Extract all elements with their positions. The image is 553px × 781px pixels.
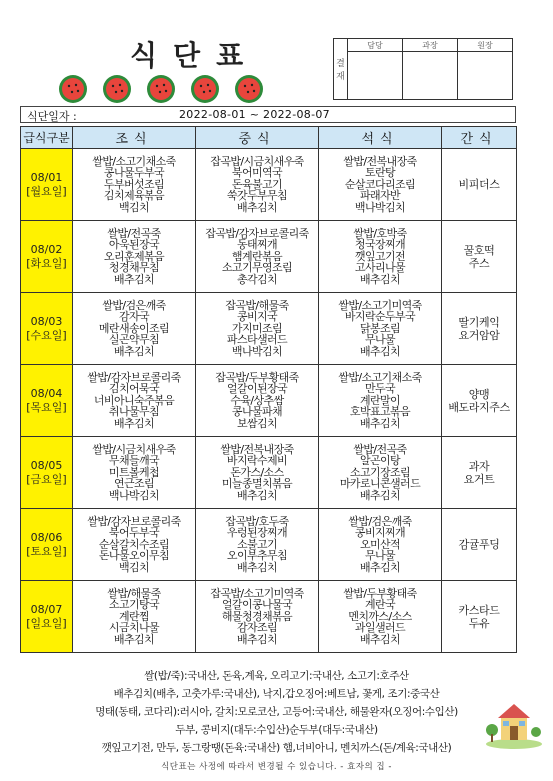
date-bar bbox=[20, 106, 516, 123]
snack-cell: 꿀호떡 주스 bbox=[442, 221, 517, 293]
watermelon-icon bbox=[146, 74, 176, 104]
lunch-cell: 잡곡밥/소고기미역죽 얼갈이콩나물국 해물청경채볶음 감자조림 배추김치 bbox=[196, 581, 319, 653]
menu-row bbox=[21, 509, 517, 581]
date-range: 2022-08-01 ~ 2022-08-07 bbox=[179, 108, 330, 121]
breakfast-cell: 쌀밥/감자브로콜리죽 북어두부국 순살갈치수조림 돈나물오이무침 백김치 bbox=[73, 509, 196, 581]
day-weekday: [월요일] bbox=[26, 184, 67, 198]
footnote: 식단표는 사정에 따라서 변경될 수 있습니다. - 효자의 집 - bbox=[161, 762, 392, 772]
origin-line: 명태(동태, 코다리):러시아, 갈치:모로코산, 고등어:국내산, 해물완자(오징어:수입산) bbox=[95, 706, 458, 718]
lunch-cell: 잡곡밥/감자브로콜리죽 동태찌개 햄계란볶음 소고기무영조림 총각김치 bbox=[196, 221, 319, 293]
page-title: 식단표 bbox=[130, 39, 260, 72]
day-date: 08/06 bbox=[30, 530, 63, 544]
dinner-cell: 쌀밥/호박죽 청국장찌개 깻잎고기전 고사리나물 배추김치 bbox=[319, 221, 442, 293]
menu-row bbox=[21, 293, 517, 365]
approval-sign-director bbox=[458, 52, 513, 100]
snack-cell: 딸기케익 요거암암 bbox=[442, 293, 517, 365]
dinner-cell: 쌀밥/소고기미역죽 바지락순두부국 닭봉조림 무나물 배추김치 bbox=[319, 293, 442, 365]
watermelon-icon bbox=[58, 74, 88, 104]
breakfast-cell: 쌀밥/전곡죽 아욱된장국 오리훈제볶음 청경채무침 배추김치 bbox=[73, 221, 196, 293]
day-date: 08/02 bbox=[30, 242, 63, 256]
breakfast-cell: 쌀밥/소고기채소죽 콩나물두부국 두부버섯조림 김치제육볶음 백김치 bbox=[73, 149, 196, 221]
breakfast-cell: 쌀밥/시금치새우죽 무채들깨국 미트볼케첩 연근조림 백나박김치 bbox=[73, 437, 196, 509]
watermelon-icon bbox=[234, 74, 264, 104]
day-cell bbox=[21, 437, 73, 509]
day-weekday: [목요일] bbox=[26, 400, 67, 414]
snack-cell: 양맹 배도라지주스 bbox=[442, 365, 517, 437]
house-icon bbox=[484, 690, 544, 750]
origin-line: 쌀(밥/죽):국내산, 돈육,계육, 오리고기:국내산, 소고기:호주산 bbox=[144, 670, 409, 682]
day-date: 08/01 bbox=[30, 170, 63, 184]
approval-sign-staff bbox=[348, 52, 403, 100]
day-cell bbox=[21, 365, 73, 437]
dinner-cell: 쌀밥/소고기채소죽 만두국 계란말이 호박표고볶음 배추김치 bbox=[319, 365, 442, 437]
snack-cell: 감귤푸딩 bbox=[442, 509, 517, 581]
breakfast-cell: 쌀밥/감자브로콜리죽 김치어묵국 너비아니숙주볶음 취나물무침 배추김치 bbox=[73, 365, 196, 437]
menu-row bbox=[21, 221, 517, 293]
dinner-cell: 쌀밥/검은깨죽 콩비지찌개 오미산적 무나물 배추김치 bbox=[319, 509, 442, 581]
day-weekday: [화요일] bbox=[26, 256, 67, 270]
approval-side-label: 결재 bbox=[334, 39, 348, 100]
day-cell bbox=[21, 293, 73, 365]
dinner-cell: 쌀밥/전복내장죽 토란탕 순살코다리조림 파래자반 백나박김치 bbox=[319, 149, 442, 221]
dinner-cell: 쌀밥/전곡죽 알곤이탕 소고기장조림 마카로니콘샐러드 배추김치 bbox=[319, 437, 442, 509]
lunch-cell: 잡곡밥/호두죽 우렁된장찌개 소불고기 오이부추무침 배추김치 bbox=[196, 509, 319, 581]
day-cell bbox=[21, 149, 73, 221]
day-cell bbox=[21, 221, 73, 293]
day-cell bbox=[21, 509, 73, 581]
header-day: 급식구분 bbox=[21, 127, 73, 149]
menu-row bbox=[21, 581, 517, 653]
lunch-cell: 잡곡밥/해물죽 콩비지국 가지미조림 파스타샐러드 백나박김치 bbox=[196, 293, 319, 365]
snack-cell: 과자 요거트 bbox=[442, 437, 517, 509]
approval-col-manager: 과장 bbox=[403, 39, 458, 52]
approval-col-staff: 담당 bbox=[348, 39, 403, 52]
day-date: 08/03 bbox=[30, 314, 63, 328]
day-cell bbox=[21, 581, 73, 653]
breakfast-cell: 쌀밥/검은깨죽 감자국 메란새송이조림 실곤약무침 배추김치 bbox=[73, 293, 196, 365]
menu-table bbox=[20, 126, 517, 653]
day-date: 08/07 bbox=[30, 602, 63, 616]
lunch-cell: 잡곡밥/시금치새우죽 북어미역국 돈육불고기 쑥갓두부무침 배추김치 bbox=[196, 149, 319, 221]
watermelon-icon bbox=[102, 74, 132, 104]
origin-info bbox=[0, 667, 553, 757]
header-breakfast: 조식 bbox=[73, 127, 196, 149]
header-snack: 간식 bbox=[442, 127, 517, 149]
approval-box bbox=[333, 38, 513, 100]
snack-cell: 비피더스 bbox=[442, 149, 517, 221]
snack-cell: 카스타드 두유 bbox=[442, 581, 517, 653]
day-weekday: [수요일] bbox=[26, 328, 67, 342]
breakfast-cell: 쌀밥/해물죽 소고기탕국 계란찜 시금치나물 배추김치 bbox=[73, 581, 196, 653]
header-dinner: 석식 bbox=[319, 127, 442, 149]
origin-line: 깻잎고기전, 만두, 동그랑땡(돈육:국내산) 햄,너비아니, 멘치까스(돈/계육:국내산) bbox=[101, 742, 452, 754]
lunch-cell: 잡곡밥/두부황태죽 얼갈이된장국 수육/상추쌈 콩나물파채 보쌈김치 bbox=[196, 365, 319, 437]
menu-row bbox=[21, 149, 517, 221]
approval-sign-manager bbox=[403, 52, 458, 100]
menu-row bbox=[21, 437, 517, 509]
day-date: 08/05 bbox=[30, 458, 63, 472]
header-lunch: 중식 bbox=[196, 127, 319, 149]
origin-line: 두부, 콩비지(대두:수입산)순두부(대두:국내산) bbox=[175, 724, 378, 736]
date-label: 식단일자 : bbox=[27, 110, 77, 123]
dinner-cell: 쌀밥/두부황태죽 계란국 멘치까스/소스 과일샐러드 배추김치 bbox=[319, 581, 442, 653]
watermelon-decoration bbox=[58, 74, 264, 104]
origin-line: 배추김치(배추, 고춧가루:국내산), 낙지,갑오징어:베트남, 꽃게, 조기:중국산 bbox=[113, 688, 440, 700]
lunch-cell: 쌀밥/전복내장죽 바지락수제비 돈가스/소스 미늘종멸치볶음 배추김치 bbox=[196, 437, 319, 509]
day-weekday: [일요일] bbox=[26, 616, 67, 630]
day-date: 08/04 bbox=[30, 386, 63, 400]
watermelon-icon bbox=[190, 74, 220, 104]
day-weekday: [금요일] bbox=[26, 472, 67, 486]
approval-col-director: 원장 bbox=[458, 39, 513, 52]
menu-row bbox=[21, 365, 517, 437]
menu-header-row bbox=[21, 127, 517, 149]
day-weekday: [토요일] bbox=[26, 544, 67, 558]
